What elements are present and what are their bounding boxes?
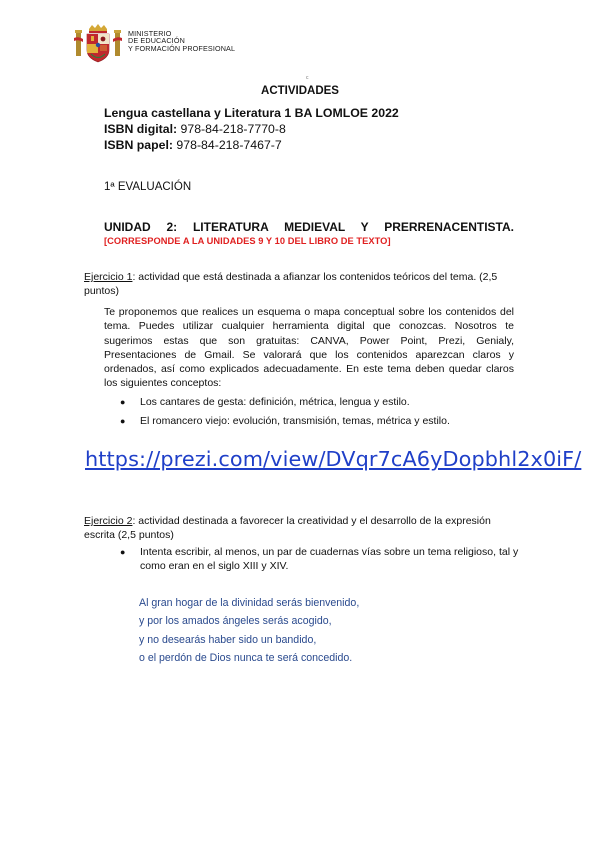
list-item: ● Los cantares de gesta: definición, métrica, lengua y estilo. bbox=[120, 396, 410, 408]
document-title: ACTIVIDADES bbox=[261, 85, 339, 97]
exercise-2-label: Ejercicio 2 bbox=[84, 515, 133, 527]
poem-line: o el perdón de Dios nunca te será concedido. bbox=[139, 651, 353, 664]
ministry-line-3: Y FORMACIÓN PROFESIONAL bbox=[128, 43, 236, 53]
exercise-2-bullet: ● Intenta escribir, al menos, un par de cuadernas vías sobre un tema religioso, tal y como eran en el siglo XIII y XIV. bbox=[120, 546, 519, 572]
poem-line: y por los amados ángeles serás acogido, bbox=[139, 615, 332, 628]
ministry-line-1: MINISTERIO bbox=[128, 29, 172, 38]
exercise-2-description: : actividad destinada a favorecer la creatividad y el desarrollo de la expresión escrita (2,5 puntos) bbox=[84, 515, 491, 541]
ministry-name bbox=[128, 30, 235, 52]
book-info bbox=[104, 105, 399, 153]
unit-title: UNIDAD 2: LITERATURA MEDIEVAL Y PRERRENACENTISTA. bbox=[104, 220, 514, 234]
exercise-1-label: Ejercicio 1 bbox=[84, 271, 133, 283]
exercise-1-paragraph: Te proponemos que realices un esquema o mapa conceptual sobre los contenidos del tema. Puedes utilizar cualquier herramienta digital que conozcas. Nosotros te sugerimos estas que son gratuitas: CANVA, Power Point, Prezi, Genialy, Presentaciones de Gmail. Se valorará que los contenidos aparezcan claros y ordenados, así como explicados adecuadamente. En este tema deben quedar claros los siguientes conceptos: bbox=[104, 306, 514, 390]
exercise-1-description: : actividad que está destinada a afianzar los contenidos teóricos del tema. (2,5 puntos) bbox=[84, 271, 498, 297]
book-title: Lengua castellana y Literatura 1 BA LOMLOE 2022 bbox=[104, 106, 399, 120]
exercise-1-heading bbox=[84, 270, 516, 298]
prezi-link[interactable]: https://prezi.com/view/DVqr7cA6yDopbhl2x0iF/ bbox=[85, 447, 582, 471]
poem-line: y no desearás haber sido un bandido, bbox=[139, 633, 317, 646]
list-item: ● El romancero viejo: evolución, transmisión, temas, métrica y estilo. bbox=[120, 415, 450, 427]
unit-note: [CORRESPONDE A LA UNIDADES 9 Y 10 DEL LIBRO DE TEXTO] bbox=[104, 236, 391, 246]
exercise-1-bullet-list bbox=[120, 395, 450, 433]
isbn-paper: ISBN papel: 978-84-218-7467-7 bbox=[104, 138, 282, 152]
coat-of-arms-logo bbox=[74, 24, 122, 64]
poem-line: Al gran hogar de la divinidad serás bienvenido, bbox=[139, 597, 360, 609]
poem bbox=[139, 594, 359, 667]
isbn-digital: ISBN digital: 978-84-218-7770-8 bbox=[104, 122, 286, 136]
page-mark: c bbox=[306, 75, 309, 81]
exercise-2-heading bbox=[84, 514, 516, 542]
ministry-line-2: DE EDUCACIÓN bbox=[128, 36, 185, 46]
evaluation-heading: 1ª EVALUACIÓN bbox=[104, 181, 192, 193]
